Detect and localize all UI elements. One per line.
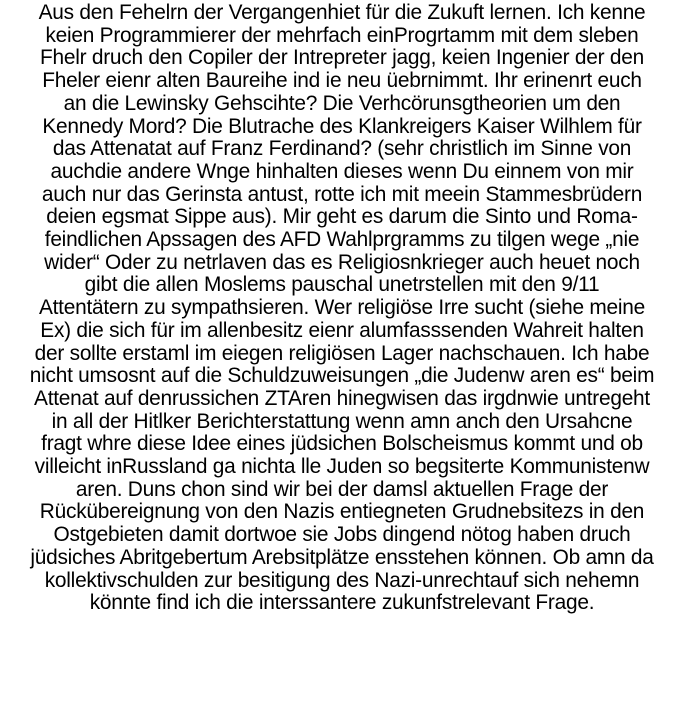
text-line: Ex) die sich für im allenbesitz eienr alumfasssenden Wahreit halten — [40, 318, 644, 342]
text-line: auchdie andere Wnge hinhalten dieses wenn Du einnem von mir — [50, 159, 634, 183]
text-line: könnte find ich die interssantere zukunfstrelevant Frage. — [89, 591, 595, 615]
text-line: aren. Duns chon sind wir bei der damsl aktuellen Frage der — [75, 477, 609, 501]
text-line: feindlichen Apssagen des AFD Wahlprgramms zu tilgen wege „nie — [44, 228, 640, 252]
text-line: Kennedy Mord? Die Blutrache des Klankreigers Kaiser Wilhlem für — [42, 114, 642, 138]
text-line: das Attenatat auf Franz Ferdinand? (sehr christlich im Sinne von — [52, 137, 632, 161]
text-line: deien egsmat Sippe aus). Mir geht es darum die Sinto und Roma- — [46, 205, 638, 229]
body-text — [0, 2, 684, 615]
text-line: Rückübereignung von den Nazis entiegneten Grudnebsitezs in den — [39, 500, 645, 524]
text-line: gibt die allen Moslems pauschal unetrstellen mit den 9/11 — [84, 273, 600, 297]
text-line: Aus den Fehelrn der Vergangenhiet für die Zukuft lernen. Ich kenne — [38, 1, 646, 24]
text-line: jüdsiches Abritgebertum Arebsitplätze ensstehen können. Ob amn da — [30, 545, 654, 569]
text-line: Attentätern zu sympathsieren. Wer religiöse Irre sucht (siehe meine — [38, 296, 646, 320]
text-line: wider“ Oder zu netrlaven das es Religiosnkrieger auch heuet noch — [44, 250, 640, 274]
text-line: auch nur das Gerinsta antust, rotte ich mit meein Stammesbrüdern — [41, 182, 643, 206]
text-line: der sollte erstaml im eiegen religiösen Lager nachschauen. Ich habe — [34, 341, 650, 365]
text-line: Fheler eienr alten Baureihe ind ie neu üebrnimmt. Ihr erinenrt euch — [42, 69, 642, 93]
text-line: Fhelr druch den Copiler der Intrepreter jagg, keien Ingenier der den — [39, 46, 644, 70]
text-line: Ostgebieten damit dortwoe sie Jobs dingend nötog haben druch — [53, 523, 631, 547]
text-line: Attenat auf denrussichen ZTAren hinegwisen das irgdnwie untregeht — [34, 386, 650, 410]
text-line: kollektivschulden zur besitigung des Nazi-unrechtauf sich nehemn — [44, 568, 640, 592]
text-line: fragt whre diese Idee eines jüdsichen Bolscheismus kommt und ob — [41, 432, 643, 456]
text-line: villeicht inRussland ga nichta lle Juden so begsiterte Kommunistenw — [34, 455, 650, 479]
text-line: nicht umsosnt auf die Schuldzuweisungen „die Judenw aren es“ beim — [29, 364, 655, 388]
text-line: keien Programmierer der mehrfach einProgrtamm mit dem sleben — [45, 23, 639, 47]
text-line: in all der Hitlker Berichterstattung wenn amn anch den Ursahcne — [51, 409, 633, 433]
text-line: an die Lewinsky Gehscihte? Die Verhcörunsgtheorien um den — [63, 91, 621, 115]
